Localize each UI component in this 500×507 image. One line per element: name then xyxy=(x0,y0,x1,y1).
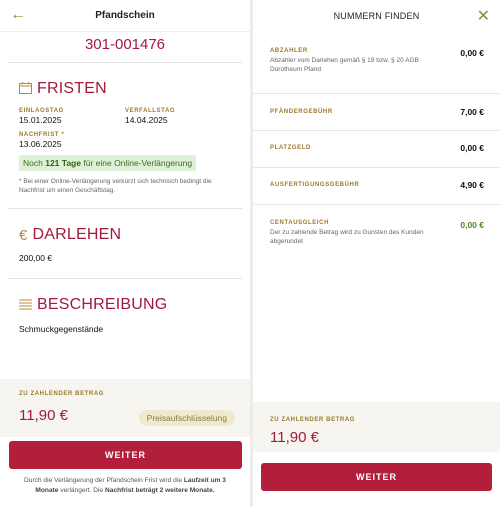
fristen-heading-label: FRISTEN xyxy=(37,80,107,97)
price-row-value: 7,00 € xyxy=(460,107,484,117)
darlehen-heading-label: DARLEHEN xyxy=(32,226,122,243)
page-title: Pfandschein xyxy=(95,10,155,21)
price-row-label: PFÄNDERGEBÜHR xyxy=(270,109,333,115)
darlehen-value: 200,00 € xyxy=(19,253,53,263)
panel-title: NUMMERN FINDEN xyxy=(333,11,420,21)
darlehen-heading xyxy=(19,226,231,244)
price-row-platzgeld xyxy=(253,131,500,168)
price-row-pfaendergebuehr xyxy=(253,94,500,131)
price-row-value: 4,90 € xyxy=(460,180,484,190)
list-lines-icon xyxy=(19,298,32,313)
price-row-value: 0,00 € xyxy=(460,220,484,230)
left-header xyxy=(0,0,250,32)
beschreibung-heading xyxy=(19,296,231,314)
nachfrist-note: * Bei einer Online-Verlängerung verkürzt sich technisch bedingt die Nachfrist um einen Geschäftstag. xyxy=(19,178,212,194)
right-header xyxy=(253,0,500,32)
fristen-heading xyxy=(19,80,231,98)
price-row-label: ABZAHLER xyxy=(270,48,308,54)
price-row-value: 0,00 € xyxy=(460,48,484,58)
pfandschein-number: 301-001476 xyxy=(84,36,166,53)
price-row-abzahler xyxy=(253,32,500,94)
weiter-button[interactable]: WEITER xyxy=(261,463,492,491)
price-row-desc: Der zu zahlende Betrag wird zu Gunsten des Kunden abgerundet xyxy=(270,229,424,245)
darlehen-section xyxy=(0,209,250,263)
total-label: ZU ZAHLENDER BETRAG xyxy=(270,417,356,423)
close-icon[interactable]: ✕ xyxy=(476,8,490,25)
back-arrow-icon[interactable]: ← xyxy=(10,6,26,23)
price-row-label: CENTAUSGLEICH xyxy=(270,220,330,226)
price-breakdown-panel xyxy=(253,0,500,507)
price-breakdown-button[interactable]: Preisaufschlüsselung xyxy=(139,410,235,426)
beschreibung-heading-label: BESCHREIBUNG xyxy=(37,296,168,313)
nachfrist-label: NACHFRIST * xyxy=(19,132,65,138)
nachfrist-value: 13.06.2025 xyxy=(19,139,62,149)
verfallstag-label: VERFALLSTAG xyxy=(125,108,176,114)
price-row-value: 0,00 € xyxy=(460,143,484,153)
verfallstag-value: 14.04.2025 xyxy=(125,115,168,125)
euro-icon: € xyxy=(19,226,28,244)
total-section xyxy=(253,402,500,452)
price-row-ausfertigungsgebuehr xyxy=(253,168,500,205)
einlagstag-block xyxy=(19,108,125,125)
verfallstag-block xyxy=(125,108,231,125)
einlagstag-value: 15.01.2025 xyxy=(19,115,62,125)
fristen-section xyxy=(0,63,250,195)
total-amount: 11,90 € xyxy=(270,429,319,446)
price-row-desc: Abzahler vom Darlehen gemäß § 19 bzw. § 20 AGB Dorotheum Pfand xyxy=(270,57,419,73)
extension-footer-note: Durch die Verlängerung der Pfandschein Frist wird die Laufzeit um 3 Monate verlängert. Die Nachfrist beträgt 2 weitere Monate. xyxy=(24,477,226,494)
total-section xyxy=(0,379,250,437)
total-label: ZU ZAHLENDER BETRAG xyxy=(19,391,105,397)
price-row-label: AUSFERTIGUNGSGEBÜHR xyxy=(270,182,360,188)
beschreibung-section xyxy=(0,279,250,334)
price-row-label: PLATZGELD xyxy=(270,145,311,151)
total-amount: 11,90 € xyxy=(19,407,68,424)
weiter-button[interactable]: WEITER xyxy=(9,441,242,469)
beschreibung-value: Schmuckgegenstände xyxy=(19,324,104,334)
online-extension-badge: Noch 121 Tage für eine Online-Verlängerung xyxy=(19,155,196,171)
calendar-icon xyxy=(19,82,32,97)
einlagstag-label: EINLAGSTAG xyxy=(19,108,64,114)
price-row-centausgleich xyxy=(253,205,500,261)
nachfrist-block xyxy=(19,132,231,149)
